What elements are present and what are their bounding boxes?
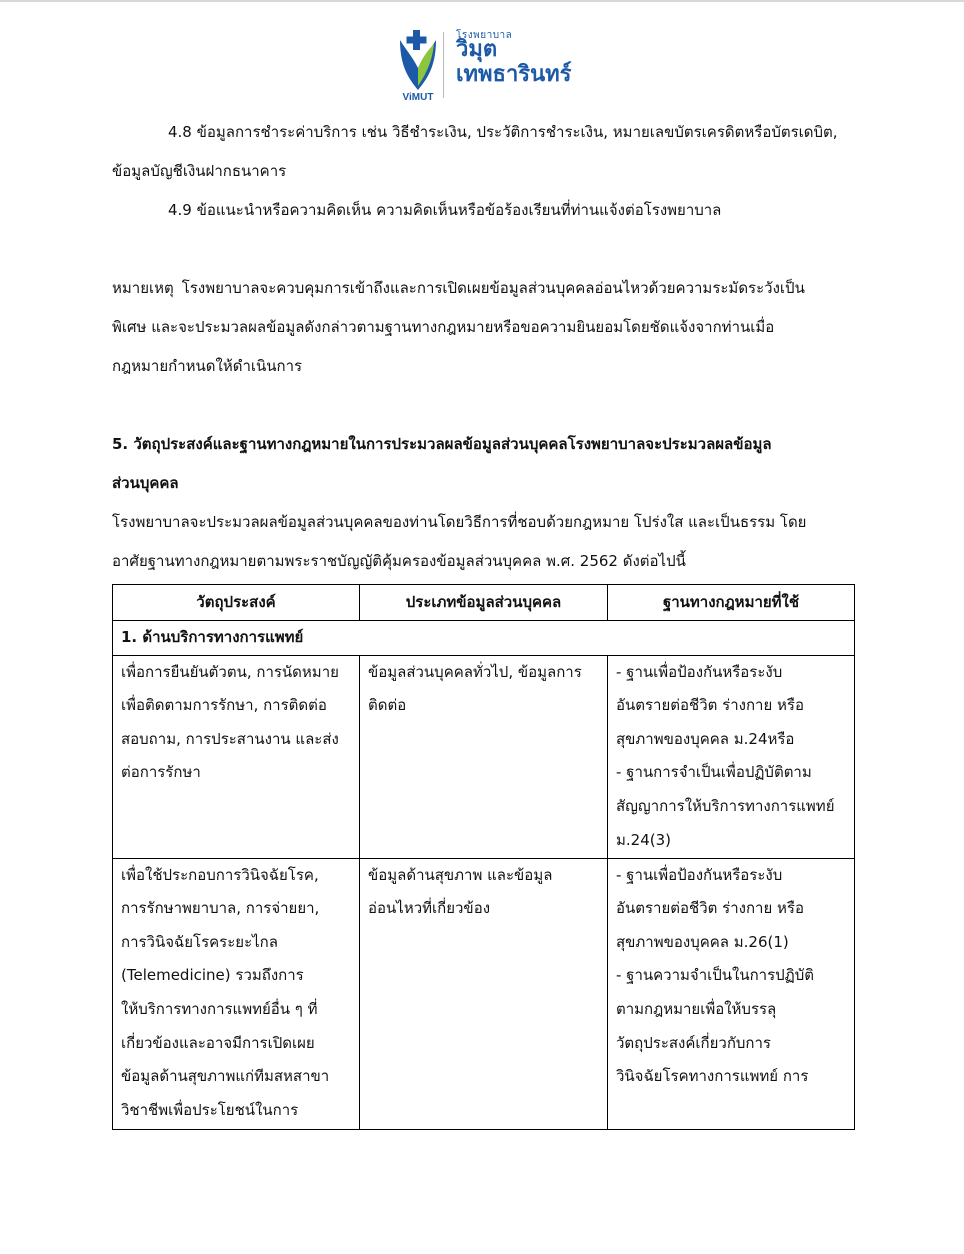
cell-line: วัตถุประสงค์เกี่ยวกับการ [616, 1033, 771, 1052]
cell-line: สอบถาม, การประสานงาน และส่ง [121, 729, 339, 748]
logo-divider [443, 32, 444, 98]
cell-line: เพื่อติดตามการรักษา, การติดต่อ [121, 696, 327, 715]
logo-brand-text: ViMUT [402, 92, 434, 103]
cell-line: สุขภาพของบุคคล ม.24หรือ [616, 729, 795, 748]
cell-line: อันตรายต่อชีวิต ร่างกาย หรือ [616, 899, 804, 918]
note-text-1: โรงพยาบาลจะควบคุมการเข้าถึงและการเปิดเผยข้อมูลส่วนบุคคลอ่อนไหวด้วยความระมัดระวังเป็น [181, 279, 805, 297]
table-row [113, 655, 855, 858]
logo-thai-small: โรงพยาบาล [456, 30, 513, 41]
cell-line: - ฐานเพื่อป้องกันหรือระงับ [616, 662, 783, 681]
spacer [112, 230, 856, 269]
cell-line: ให้บริการทางการแพทย์อื่น ๆ ที่ [121, 999, 318, 1018]
cell-line: เกี่ยวข้องและอาจมีการเปิดเผย [121, 1033, 315, 1052]
cell-line: ต่อการรักษา [121, 763, 201, 782]
data-type-cell [360, 858, 608, 1129]
purpose-cell [113, 655, 360, 858]
purpose-cell [113, 858, 360, 1129]
cell-line: ตามกฎหมายเพื่อให้บรรลุ [616, 999, 777, 1018]
cell-line: - ฐานเพื่อป้องกันหรือระงับ [616, 865, 783, 884]
cell-line: ข้อมูลด้านสุขภาพแก่ทีมสหสาขา [121, 1067, 330, 1086]
cell-line: (Telemedicine) รวมถึงการ [121, 966, 304, 985]
logo-thai-line1: วิมุต [456, 37, 498, 62]
section5-heading-line2: ส่วนบุคคล [112, 474, 179, 492]
top-border [0, 0, 964, 2]
cell-line: ข้อมูลด้านสุขภาพ และข้อมูล [368, 865, 553, 884]
document-body [112, 113, 856, 581]
logo-thai-line2: เทพธารินทร์ [456, 62, 572, 87]
cell-line: การวินิจฉัยโรคระยะไกล [121, 932, 278, 951]
note-line3: กฎหมายกำหนดให้ดำเนินการ [112, 357, 303, 375]
header-data-type: ประเภทข้อมูลส่วนบุคคล [360, 585, 608, 621]
item-4-8-line1: 4.8 ข้อมูลการชำระค่าบริการ เช่น วิธีชำระเงิน, ประวัติการชำระเงิน, หมายเลขบัตรเครดิตหรือบัตรเดบิต, [168, 123, 838, 141]
note-label: หมายเหตุ [112, 279, 174, 297]
hospital-logo [396, 28, 596, 104]
cell-line: ข้อมูลส่วนบุคคลทั่วไป, ข้อมูลการ [368, 662, 582, 681]
legal-basis-cell [608, 655, 855, 858]
cell-line: ม.24(3) [616, 830, 671, 849]
cell-line: เพื่อการยืนยันตัวตน, การนัดหมาย [121, 662, 339, 681]
legal-basis-table [112, 584, 855, 1130]
header-legal-basis: ฐานทางกฎหมายที่ใช้ [608, 585, 855, 621]
cell-line: - ฐานการจำเป็นเพื่อปฏิบัติตาม [616, 763, 812, 782]
cell-line: สัญญาการให้บริการทางการแพทย์ [616, 796, 835, 815]
cell-line: อันตรายต่อชีวิต ร่างกาย หรือ [616, 696, 804, 715]
item-4-8-line2: ข้อมูลบัญชีเงินฝากธนาคาร [112, 162, 287, 180]
cell-line: สุขภาพของบุคคล ม.26(1) [616, 932, 789, 951]
cell-line: ติดต่อ [368, 696, 407, 715]
data-type-cell [360, 655, 608, 858]
cell-line: วินิจฉัยโรคทางการแพทย์ การ [616, 1067, 809, 1086]
cell-line: วิชาชีพเพื่อประโยชน์ในการ [121, 1100, 299, 1119]
item-4-9: 4.9 ข้อแนะนำหรือความคิดเห็น ความคิดเห็นหรือข้อร้องเรียนที่ท่านแจ้งต่อโรงพยาบาล [168, 201, 722, 219]
table-header-row [113, 585, 855, 621]
table-row [113, 858, 855, 1129]
note-line2: พิเศษ และจะประมวลผลข้อมูลดังกล่าวตามฐานทางกฎหมายหรือขอความยินยอมโดยชัดแจ้งจากท่านเมื่อ [112, 318, 775, 336]
note-line1 [112, 269, 856, 308]
spacer [112, 386, 856, 425]
cell-line: - ฐานความจำเป็นในการปฏิบัติ [616, 966, 815, 985]
section-title: 1. ด้านบริการทางการแพทย์ [113, 620, 855, 655]
header-purpose: วัตถุประสงค์ [113, 585, 360, 621]
section5-intro-line2: อาศัยฐานทางกฎหมายตามพระราชบัญญัติคุ้มครองข้อมูลส่วนบุคคล พ.ศ. 2562 ดังต่อไปนี้ [112, 552, 686, 570]
vimut-logo-icon [396, 28, 440, 104]
cell-line: อ่อนไหวที่เกี่ยวข้อง [368, 899, 491, 918]
section5-heading-line1: 5. วัตถุประสงค์และฐานทางกฎหมายในการประมวลผลข้อมูลส่วนบุคคลโรงพยาบาลจะประมวลผลข้อมูล [112, 435, 772, 453]
legal-basis-cell [608, 858, 855, 1129]
table-section-row [113, 620, 855, 655]
cell-line: การรักษาพยาบาล, การจ่ายยา, [121, 899, 320, 918]
cell-line: เพื่อใช้ประกอบการวินิจฉัยโรค, [121, 865, 319, 884]
section5-intro-line1: โรงพยาบาลจะประมวลผลข้อมูลส่วนบุคคลของท่านโดยวิธีการที่ชอบด้วยกฎหมาย โปร่งใส และเป็นธรรม โดย [112, 513, 807, 531]
